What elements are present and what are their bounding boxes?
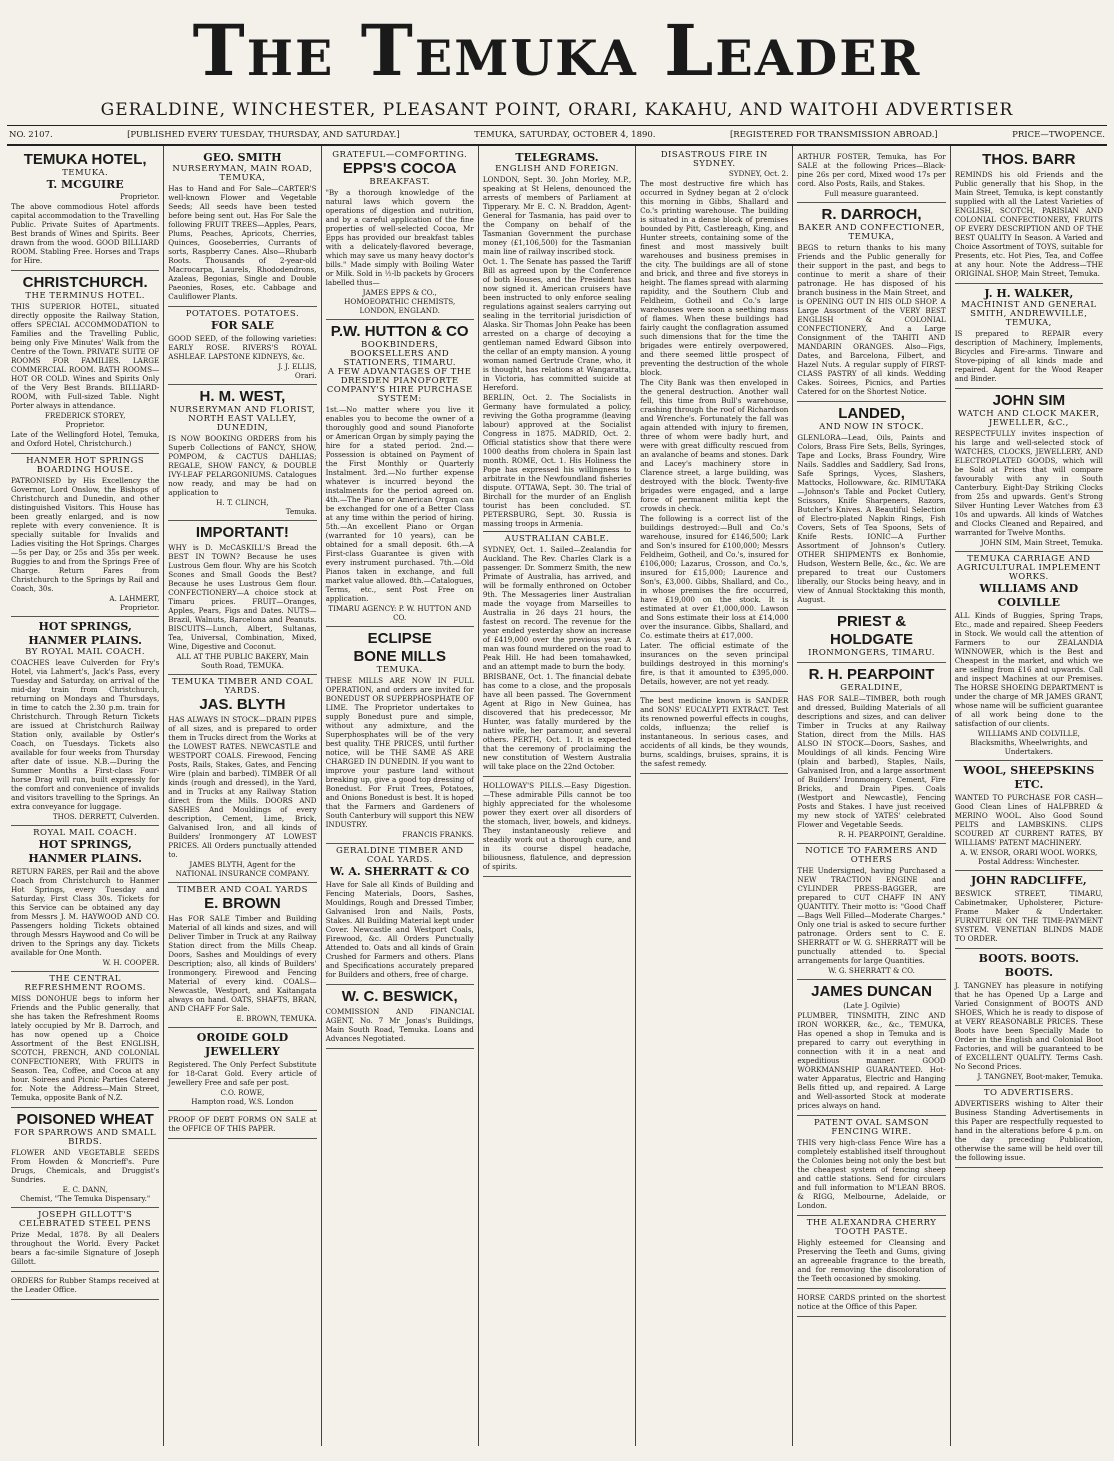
ad-body: J. TANGNEY has pleasure in notifying that he has Opened Up a Large and Varied Consignment of BOOTS AND SHOES, Which he is ready to dispose of at VERY REASONABLE PRICES. These Boots have been Specially Made to Order in the English and Colonial Boot Factories, and will be guaranteed to be of EXCELLENT QUALITY. Terms Cash. No Second Prices. [954,981,1103,1071]
williams-colville-ad [955,552,1103,761]
ad-name: JAS. BLYTH [199,696,286,713]
article-paragraph: The following is a correct list of the buildings destroyed:—Bull and Co.'s warehouse, insured for £146,500; Lark and Son's insured for £100,000; Messrs Feldheim, Gotheil, and Co.'s, insured for £106,000; Lazarus, Crosson, and Co.'s, insured for £15,000; Laurence and Son's, £3,000. Gibbs, Shallard, and Co., in whose premises the fire occurred, have £19,000 on the stock. It is estimated at over £1,000,000. Lawson and Sons estimate their loss at £14,000 over the insurance. Gibbs, Shallard, and Co. estimate theirs at £17,000. [640,514,789,640]
ad-subtitle: MACHINIST AND GENERAL SMITH, ANDREWVILLE, TEMUKA, [961,300,1097,328]
article-paragraph: SYDNEY, Oct. 1. Sailed—Zealandia for Auckland. The Rev. Charles Clark is a passenger. Dr. Sommerz Smith, the new Primate of Australia, has arrived, and will be formally enthroned on October 9th. The Messageries liner Australian made the voyage from Marseilles to Australia in 26 days 21 hours, the fastest on record. The revenue for the year ended yesterday show an increase of £419,000 over the previous year. A man was found murdered on the road to Peak Hill. He had been tomahawked, and an attempt made to burn the body. [482,545,632,671]
ad-name: A. LAHMERT, [109,594,160,603]
ad-body: The above commodious Hotel affords capital accommodation to the Travelling Public. Private Suites of Apartments. Best brands of Wines and Spirits. Beer drawn from the wood. GOOD BILLIARD ROOM. Stabling Free. Horses and Traps for Hire. [11,202,160,265]
thos-barr-ad [955,148,1103,284]
ad-subtitle: WATCH AND CLOCK MAKER, JEWELLER, &C., [958,409,1100,428]
article-title: TELEGRAMS. [515,151,599,164]
proof-of-debt-ad [168,1111,316,1139]
newspaper-title: The Temuka Leader [192,9,922,92]
hanmer-boarding-ad [11,454,159,617]
ad-body: PLUMBER, TINSMITH, ZINC AND IRON WORKER, &c., &c., TEMUKA, Has opened a shop in Temuka and is prepared to carry out everything in connection with it in a neat and expeditious manner. GOOD WORKMANSHIP GUARANTEED. Hot-water Apparatus, Electric and Hanging Bells fitted up, and repaired. A Large and Well-assorted Stock at moderate prices always on hand. [797,1011,946,1110]
ad-body: REMINDS his old Friends and the Public generally that his Shop, in the Main Street, Temuka, is kept constantly supplied with all the Latest Varieties of ENGLISH, SCOTCH, PARISIAN AND COLONIAL CONFECTIONERY, FRUITS OF EVERY DESCRIPTION AND OF THE BEST QUALITY In Season. A Varied and Choice Assortment of TOYS, suitable for Presents, etc. Hot Pies, Tea, and Coffee at any hour. Note the Address—THE ORIGINAL SHOP, Main Street, Temuka. [954,170,1103,278]
article-paragraph: BERLIN, Oct. 2. The Socialists in Germany have formulated a policy, reviving the Gotha programme (leaving labour) approved at the Socialist Congress in 1875. MADRID, Oct. 2. Official statistics show that there were 1000 deaths from cholera in Spain last month. ROME, Oct. 1. His Holiness the Pope has expressed his willingness to arbitrate in the Newfoundland fisheries dispute. OTTAWA, Sept. 30. The trial of Birchall for the murder of an English tourist has been concluded. ST. PETERSBURG, Sept. 30. Russia is massing troops in Armenia. [482,393,632,528]
tooth-paste-ad [797,1216,945,1289]
issue-date: TEMUKA, SATURDAY, OCTOBER 4, 1890. [474,130,656,140]
samson-wire-ad [797,1116,945,1216]
hanmer-coach-ad [11,617,159,826]
article-title-2: AUSTRALIAN CABLE. [504,534,610,544]
ad-body: RESPECTFULLY invites inspection of his large and well-selected stock of WATCHES, CLOCKS, JEWELLERY, AND ELECTROPLATED GOODS, which will be Sold at Prices that will compare favourably with any in South Canterbury. Eight-Day Striking Clocks from 25s and upwards. Gent's Strong Silver Hunting Lever Watches from £3 10s and upwards. All kinds of Watches and Clocks Cleaned and Repaired, and warranted for Twelve Months. [954,429,1103,537]
ad-body: THIS very high-class Fence Wire has a completely established itself throughout the Colonies being not only the best but the cheapest system of fencing sheep and cattle stations. Send for circulars and full information to M'LEAN BROS. & RIGG, Melbourne, Adelaide, or London. [797,1138,946,1210]
columns [7,146,1107,1446]
ad-body: RETURN FARES, per Rail and the above Coach from Christchurch to Hanmer Hot Springs, every Tuesday and Saturday, First Class 30s. Tickets for this Service can be obtained any day from Messrs J. M. HAYWOOD AND CO. Passengers holding Tickets obtained through Messrs Haywood and Co will be driven to the Springs any day. Tickets available for One Month. [11,867,160,957]
ad-title: CHRISTCHURCH. [22,274,148,291]
jas-blyth-ad [168,675,316,883]
gillott-pens-ad [11,1208,159,1272]
ad-body: MISS DONOHUE begs to inform her Friends and the Public generally, that she has taken the Refreshment Rooms lately occupied by Mr B. Darroch, and has now opened up a Choice Assortment of the Best ENGLISH, SCOTCH, FRENCH, AND COLONIAL CONFECTIONERY, With FRUITS in Season. Tea, Coffee, and Cocoa at any hour. Soirees and Picnic Parties Catered for. Note the Address—Main Street, Temuka, opposite Bank of N.Z. [11,994,160,1102]
ad-title: JOSEPH GILLOTT'S CELEBRATED STEEL PENS [19,1210,152,1229]
ad-title: ECLIPSE [367,630,432,647]
arthur-foster-ad [797,148,945,203]
divider [483,531,631,532]
oroide-jewellery-ad [168,1028,316,1111]
ad-body: HORSE CARDS printed on the shortest notice at the Office of this Paper. [797,1293,946,1311]
horse-cards-ad [797,1289,945,1317]
ad-sign: R. H. PEARPOINT, Geraldine. [837,830,946,839]
sherratt-ad [326,844,474,985]
ad-sign: JOHN SIM, Main Street, Temuka. [980,538,1103,547]
ad-title: GERALDINE TIMBER AND COAL YARDS. [336,846,464,865]
ad-body: THESE MILLS ARE NOW IN FULL OPERATION, and orders are invited for BONEDUST OR SUPERPHOSPHATE OF LIME. The Proprietor undertakes to supply Bonedust pure and simple, without any admixture, and the Superphosphates will be of the very best quality. THE PRICES, until further notice, will be THE SAME AS ARE CHARGED IN DUNEDIN. If you want to improve your pasture land without breaking up, give a good top dressing of Bonedust. For Fruit Trees, Potatoes, and Onions Bonedust is best. It is hoped that the Farmers and Gardeners of South Canterbury will support this NEW INDUSTRY. [325,676,474,829]
boots-ad [955,949,1103,1086]
holloways-pills-ad [483,777,631,877]
ad-title: LANDED, [838,405,905,422]
ad-role: Chemist, "The Temuka Dispensary." [20,1194,151,1203]
ad-title: NOTICE TO FARMERS AND OTHERS [805,846,938,865]
ad-name: W. C. BESWICK, [341,988,458,1005]
issue-number: NO. 2107. [9,130,53,140]
ad-title: EPPS'S COCOA [342,160,457,177]
ad-subtitle: TEMUKA. [62,168,109,178]
masthead [7,3,1107,126]
ad-name: E. C. DANN, [62,1185,108,1194]
ad-role: Proprietor. [119,603,160,612]
ad-sign: E. BROWN, TEMUKA. [236,1014,317,1023]
ad-subtitle: BOOKBINDERS, BOOKSELLERS AND STATIONERS, TIMARU. [343,340,456,368]
ad-body: WHY is D. McCASKILL'S Bread the BEST IN TOWN? Because he uses Lustrous Gem flour. Why are his Scotch Scones and Small Goods the Best? Because he uses Lustrous Gem flour. CONFECTIONERY—A choice stock at Timaru prices. FRUIT—Oranges, Apples, Pears, Figs and Dates. NUTS—Brazil, Walnuts, Barcelona and Peanuts. BISCUITS—Lunch, Albert, Sultanas, Tea, Universal, Combination, Mixed, Wine, Digestive and Coconut. [168,543,317,651]
column-7 [951,146,1107,1446]
ad-sign: J. TANGNEY, Boot-maker, Temuka. [977,1072,1103,1081]
ad-address: ALL AT THE PUBLIC BAKERY, Main South Road, TEMUKA. [176,652,309,670]
ad-body: HAS ALWAYS IN STOCK—DRAIN PIPES of all sizes, and is prepared to order them in Trucks direct from the Works at the LOWEST RATES. NEWCASTLE and WESTPORT COALS. Firewood, Fencing Posts, Rails, Stakes, Gates, and Fencing Wire (plain and barbed). TIMBER Of all kinds (rough and dressed), in the Yard, and in Trucks at any Railway Station direct from the Mills. DOORS AND SASHES And Mouldings of every description, Cement, Lime, Brick, Galvanised Iron, and all kinds of Builders' Ironmongery AT LOWEST PRICES. All Orders punctually attended to. [168,715,317,859]
ad-subtitle: BY ROYAL MAIL COACH. [25,647,146,657]
eclipse-bone-mills-ad [326,627,474,844]
eucalypti-ad [640,692,788,774]
ad-body: COACHES leave Culverden for Fry's Hotel, via Lahmert's, Jack's Pass, every Tuesday and Saturday, on arrival of the mid-day train from Christchurch, returning on Mondays and Thursdays, in time to catch the 2.30 p.m. train for Christchurch. Through Return Tickets are issued at Christchurch Railway Station only, available by Ostler's Coach, on Tuesdays. Tickets also available for four weeks from Thursday after date of issue. N.B.—During the Summer Months a First-class Four-horse Drag will run, built expressly for the comfort and convenience of invalids and visitors travelling to the Springs. An extra conveyance for luggage. [11,658,160,811]
ad-kicker: GRATEFUL—COMFORTING. [332,150,468,160]
ad-title: JOHN RADCLIFFE, [970,874,1087,887]
ad-name: C.O. ROWE, [220,1088,265,1097]
ad-name: FRANCIS FRANKS. [402,830,474,839]
publication-schedule: [PUBLISHED EVERY TUESDAY, THURSDAY, AND SATURDAY.] [127,130,400,140]
pearpoint-ad [797,663,945,844]
ad-body: IS prepared to REPAIR every description of Machinery, Implements, Bicycles and Fire-arms. Tinware and Stove-piping of all kinds made and repaired. Agent for the Wood Reaper and Binder. [954,329,1103,383]
ad-title: POTATOES. POTATOES. [185,309,300,319]
darroch-ad [797,203,945,402]
article-paragraph: The most destructive fire which has occurred in Sydney began at 2 o'clock this morning in Gibbs, Shallard and Co.'s printing warehouse. The building is situated in a dense block of premises bounded by Pitt, Castlereagh, King, and Hunter streets, containing some of the finest and most massively built warehouses and business premises in the city. The buildings are all of stone and brick, and three and five storeys in height. The flames spread with alarming rapidity, and the Southern Club and Feldheim, Gotheil and Co.'s large warehouses were soon a seething mass of flames. When these buildings had fairly caught the conflagration assumed such dimensions that for the time the brigades were entirely overpowered, and there seemed little prospect of preventing the destruction of the whole block. [640,179,789,377]
ad-title: TEMUKA CARRIAGE AND AGRICULTURAL IMPLEMENT WORKS. [956,554,1101,582]
ad-body: ORDERS for Rubber Stamps received at the Leader Office. [11,1276,160,1294]
ad-subtitle: TEMUKA. [376,665,423,675]
ad-subtitle: BREAKFAST. [369,177,430,187]
ad-name: THOS. DERRETT, Culverden. [52,812,160,821]
telegrams-article [483,148,631,777]
ad-title: R. H. PEARPOINT [808,666,935,683]
article-paragraph: BRISBANE, Oct. 1. The financial debate has come to a close, and the proposals have all been passed. The Government Agent at Rigo in New Guinea, has discovered that his predecessor, Mr Hunter, was fatally murdered by the native wife, her paramour, and several others. PERTH, Oct. 1. It is expected that the ceremony of proclaiming the new constitution of Western Australia will take place on the 22nd October. [482,672,632,771]
royal-mail-coach-ad [11,826,159,972]
ad-title: R. DARROCH, [821,206,922,223]
beswick-ad [326,985,474,1049]
ad-title: GEO. SMITH [203,151,282,164]
ad-body: THIS SUPERIOR HOTEL, situated directly opposite the Railway Station, offers SPECIAL ACCOMMODATION to Families and the Travelling Public, being only Five Minutes' Walk from the Centre of the Town. PRIVATE SUITE OF ROOMS FOR FAMILIES. LARGE COMMERCIAL ROOM. BATH ROOMS—HOT OR COLD. Wines and Spirits Only of the Very Best Brands. BILLIARD-ROOM, with Full-sized Table. Night Porter always in attendance. [11,302,160,410]
ad-name: JAMES EPPS & CO., [362,288,437,297]
column-4 [479,146,636,1446]
refreshment-rooms-ad [11,972,159,1108]
article-dateline: SYDNEY, Oct. 2. [728,169,789,178]
ad-title: TEMUKA HOTEL, [23,151,147,168]
ad-body: GOOD SEED, of the following varieties: EARLY ROSE. RIVERS'S ROYAL ASHLEAF. LAPSTONE KIDNEYS, &c. [168,334,317,361]
dateline [7,126,1107,146]
ad-subtitle: NURSERYMAN, MAIN ROAD, TEMUKA, [172,164,313,183]
ad-role: Proprietor. [119,192,160,201]
ad-role: Temuka. [285,507,317,516]
ad-title: P.W. HUTTON & CO [330,323,469,340]
to-advertisers-notice [955,1086,1103,1168]
ad-title: J. H. WALKER, [984,287,1074,300]
ad-name: E. BROWN [204,895,281,912]
farmers-notice-ad [797,844,945,980]
ad-body: 1st.—No matter where you live it enables you to become the owner of a thoroughly good and sound Pianoforte or American Organ by simply paying the hire for a stated period. 2nd.—Possession is obtained on Payment of the First Monthly or Quarterly Instalment. 3rd.—No further expense whatever is incurred beyond the instalments for the period agreed on. 4th.—The Piano or American Organ can be exchanged for one of a Better Class at any time within the period of hiring. 5th.—An excellent Piano or Organ (warranted for 10 years), can be obtained for a small deposit. 6th.—A First-class Guarantee is given with every instrument purchased. 7th.—Old Pianos taken in exchange, and full market value allowed. 8th.—Catalogues, Terms, etc., sent Post Free on application. [325,405,474,603]
ad-title: THOS. BARR [982,151,1076,168]
priest-holdgate-ad [797,610,945,663]
ad-subtitle: IRONMONGERS, TIMARU. [808,648,936,658]
registration-note: [REGISTERED FOR TRANSMISSION ABROAD.] [729,130,938,140]
ad-subtitle: BAKER AND CONFECTIONER, TEMUKA, [798,223,945,242]
ad-body: IS NOW BOOKING ORDERS from his Superb Collections of FANCY, SHOW, POMPOM, & CACTUS DAHLIAS; REGALE, SHOW FANCY, & DOUBLE IVY-LEAF PELARGONIUMS. Catalogues now ready, and may be had on application to [168,434,317,497]
ad-title: HOT SPRINGS, HANMER PLAINS. [28,620,142,647]
ad-body: PATRONISED by His Excellency the Governor, Lord Onslow, the Bishops of Christchurch and Dunedin, and other distinguished Visitors. This House has been greatly enlarged, and is now replete with every convenience. It is specially suitable for Invalids and Ladies visiting the Hot Springs. Charges—5s per Day, or 25s and 35s per week. Buggies to and from the Springs Free of Charge. Return Fares from Christchurch to the Springs by Rail and Coach, 30s. [11,476,160,593]
wool-sheepskins-ad [955,761,1103,871]
ad-title: PATENT OVAL SAMSON FENCING WIRE. [814,1118,930,1137]
hutton-ad [326,320,474,627]
ad-role: Proprietor. [65,420,105,429]
ad-subtitle: HOT SPRINGS, HANMER PLAINS. [28,838,142,865]
article-title: DISASTROUS FIRE IN SYDNEY. [660,150,768,169]
ad-title: HANMER HOT SPRINGS BOARDING HOUSE. [26,456,145,475]
ad-subtitle: FOR SALE [210,319,274,332]
ad-body: Registered. The Only Perfect Substitute for 18-Carat Gold. Every article of Jewellery Free and safe per post. [168,1060,317,1087]
important-ad [168,521,316,675]
landed-ad [797,402,945,610]
ad-name: FREDERICK STOREY, [44,411,126,420]
rubber-stamps-ad [11,1272,159,1300]
terminus-hotel-ad [11,271,159,454]
temuka-hotel-ad [11,148,159,271]
ad-heading: A FEW ADVANTAGES OF THE DRESDEN PIANOFORTE COMPANY'S HIRE PURCHASE SYSTEM: [326,367,473,404]
ad-title: TO ADVERTISERS. [983,1088,1074,1098]
ad-subtitle: GERALDINE, [840,683,903,693]
ad-body: Have for Sale all Kinds of Building and Fencing Materials, Doors, Sashes, Mouldings, Rough and Dressed Timber, Galvanised Iron and Nails, Posts, Stakes. All Building Material kept under Cover. Newcastle and Westport Coals, Firewood, &c. All Orders Punctually Attended to. Oats and all kinds of Grain Crushed for Farmers and others. Plans and Specifications accurately prepared for Builders and others, free of charge. [325,880,474,979]
ad-role: HOMOEOPATHIC CHEMISTS, LONDON, ENGLAND. [344,297,456,315]
ad-title-2: BONE MILLS [353,648,446,665]
ad-body: HAS FOR SALE—TIMBER, both rough and dressed, Building Materials of all descriptions and sizes, and can deliver Timber in Trucks at any Railway Station, direct from the Mills. HAS ALSO IN STOCK—Doors, Sashes, and Mouldings of all kinds. Fencing Wire (plain and barbed), Staples, Nails, Galvanised Iron, and a large assortment of Builders' Ironmongery. Cement, Fire Bricks, and Drain Pipes. Coals (Westport and Newcastle), Fencing Posts and Stakes. I have just received my new stock of YATES' celebrated Flower and Vegetable Seeds. [797,694,946,829]
john-sim-ad [955,389,1103,552]
e-brown-ad [168,883,316,1028]
article-paragraph: Oct. 1. The Senate has passed the Tariff Bill as agreed upon by the Conference of both Houses, and the President has now signed it. American cruisers have been instructed to only enforce sealing regulations against sealers carrying out sealing in the territorial jurisdiction of Alaska. Sir Thomas John Peake has been arrested on a charge of decoying a gentleman named Edward Gibson into the cellar of an empty mansion. A young woman named Gertrude Crane, who, it is thought, has relations at Wangaratta, in Victoria, has committed suicide at Hereford. [482,257,632,392]
ad-name: WILLIAMS AND COLVILLE [979,582,1079,609]
ad-sign: TIMARU AGENCY: P. W. HUTTON AND CO. [328,604,472,622]
ad-body: Highly esteemed for Cleansing and Preserving the Teeth and Gums, giving an agreeable fragrance to the breath, and for removing the discoloration of the Teeth occasioned by smoking. [797,1238,946,1283]
ad-body: Has to Hand and For Sale—CARTER'S well-known Flower and Vegetable Seeds; All seeds have been tested before being sent out. Has For Sale the following FRUIT TREES—Apples, Pears, Plums, Peaches, Apricots, Cherries, Quinces, Gooseberries, Currants of sorts, Raspberry Canes. Also—Rhubarb Roots. Thousands of 2-year-old Macrocarpa, Laurels, Rhododendrons, Azaleas, Begonias, Single and Double Paeonies, Roses, etc. Cabbage and Cauliflower Plants. [168,184,317,301]
john-radcliffe-ad [955,871,1103,949]
ad-title: BOOTS. BOOTS. BOOTS. [978,952,1079,979]
ad-body: BESWICK STREET, TIMARU, Cabinetmaker, Upholsterer, Picture-Frame Maker & Undertaker. FURNITURE ON THE TIME-PAYMENT SYSTEM. VENETIAN BLINDS MADE TO ORDER. [954,889,1103,943]
article-paragraph: Later. The official estimate of the insurances on the seven principal buildings destroyed in this morning's fire, is that it amounted to £395,000. Details, however, are not yet ready. [640,641,789,686]
price: PRICE—TWOPENCE. [1012,130,1105,140]
james-duncan-ad [797,980,945,1116]
ad-title: H. M. WEST, [199,388,286,405]
ad-body: HOLLOWAY'S PILLS.—Easy Digestion.—These admirable Pills cannot be too highly appreciated for the wholesome power they exert over all disorders of the stomach, liver, bowels, and kidneys. They instantaneously relieve and steadily work out a thorough cure, and in its course dispel headache, biliousness, flatulence, and depression of spirits. [482,781,632,871]
ad-title: ROYAL MAIL COACH. [33,828,138,838]
ad-body: The best medicine known is SANDER and SONS' EUCALYPTI EXTRACT. Test its renowned powerful effects in coughs, colds, influenza; the relief is instantaneous. In serious cases, and accidents of all kinds, be they wounds, burns, scaldings, bruises, sprains, it is the safest remedy. [640,696,789,768]
ad-title: WOOL, SHEEPSKINS ETC. [963,764,1095,791]
ad-body: ARTHUR FOSTER, Temuka, has For SALE at the following Prices—Black-pine 26s per cord, Mixed wood 17s per cord. Also Posts, Rails, and Stakes. [797,152,946,188]
ad-subtitle: FOR SPARROWS AND SMALL BIRDS. [14,1128,157,1147]
ad-title: OROIDE GOLD JEWELLERY [196,1031,289,1058]
ad-sign: JAMES BLYTH, Agent for the NATIONAL INSURANCE COMPANY. [175,860,310,878]
hm-west-ad [168,385,316,521]
ad-title: JOHN SIM [992,392,1066,409]
ad-title: TIMBER AND COAL YARDS [176,885,308,895]
sydney-fire-article [640,148,788,692]
column-5 [636,146,793,1446]
ad-title: PRIEST & HOLDGATE [830,613,914,648]
ad-title: POISONED WHEAT [16,1111,154,1128]
ad-sign: A. W. ENSOR, ORARI WOOL WORKS, Postal Address: Winchester. [960,848,1098,866]
ad-subtitle: THE TERMINUS HOTEL. [25,291,145,301]
ad-name: W. H. COOPER. [102,958,160,967]
ad-body: GLENLORA—Lead, Oils, Paints and Colors, Brass Fire Sets, Bells, Syringes, Tape and Locks, Brass Foundry, Wire Nails. Saddles and Saddlery, Sad Irons, Safe Springs, Vyces, Slashers, Mattocks, Hollowware, &c. RIMUTAKA—Johnson's Table and Pocket Cutlery, Scissors, Knife Sharpeners, Razors, Butcher's Knives. A Beautiful Selection of Electro-plated Napkin Rings, Fish Covers, Sets of Tea Spoons, Sets of Knife Rests. IONIC—A Further Assortment of Johnson's Cutlery. OTHER SHIPMENTS ex Bonhomie, Hudson, Western Belle, &c., &c. We are prepared to treat our Customers liberally, our Stocks being heavy, and in view of Annual Stocktaking this month, August. [797,433,946,604]
ad-body: BEGS to return thanks to his many Friends and the Public generally for their support in the past, and begs to continue to merit a share of their patronage. He has disposed of his branch business in the Main Street, and is OPENING OUT IN HIS OLD SHOP. A Large Assortment of the VERY BEST ENGLISH & COLONIAL CONFECTIONERY, And a Large Consignment of the TAHITI AND MANDARIN ORANGES. Also—Figs, Dates, and Barcelona, Filbert, and Hazel Nuts. A regular supply of FIRST-CLASS PASTRY of all kinds. Wedding Cakes. Soirees, Picnics, and Parties Catered for on the Shortest Notice. [797,243,946,396]
ad-title: JAMES DUNCAN [811,983,932,1000]
column-1 [7,146,164,1446]
ad-role: Orari. [294,371,317,380]
column-6 [793,146,950,1446]
poisoned-wheat-ad [11,1108,159,1208]
ad-sign: W. G. SHERRATT & CO. [828,966,915,975]
potatoes-ad [168,307,316,385]
ad-body: FLOWER AND VEGETABLE SEEDS From Howden & Moncrieff's. Pure Drugs, Chemicals, and Druggist's Sundries. [11,1148,160,1184]
ad-body: Prize Medal, 1878. By all Dealers throughout the World. Every Packet bears a fac-simile Signature of Joseph Gillott. [11,1230,160,1266]
ad-body: COMMISSION AND FINANCIAL AGENT, No. 7 Mr Jonas's Buildings, Main South Road, Temuka. Loans and Advances Negotiated. [325,1007,474,1043]
ad-title: THE ALEXANDRA CHERRY TOOTH PASTE. [806,1218,937,1237]
ad-sign: WILLIAMS AND COLVILLE, Blacksmiths, Wheelwrights, and Undertakers. [970,729,1088,756]
ad-body: PROOF OF DEBT FORMS ON SALE at the OFFICE OF THIS PAPER. [168,1115,317,1133]
ad-subtitle: AND NOW IN STOCK. [819,422,925,432]
ad-name: W. A. SHERRATT & CO [330,865,470,878]
ad-title: TEMUKA TIMBER AND COAL YARDS. [171,677,314,696]
article-paragraph: LONDON, Sept. 30. John Morley, M.P., speaking at St Helens, denounced the arrests of members of Parliament at Tipperary. Mr E. C. N. Braddon, Agent-General for Tasmania, has paid over to the Company on behalf of the Tasmanian Government the purchase money (£1,106,500) for the Tasmanian main line of railway inscribed stock. [482,175,632,256]
geo-smith-ad [168,148,316,307]
article-subtitle: ENGLISH AND FOREIGN. [495,164,619,174]
jh-walker-ad [955,284,1103,389]
ad-body: WANTED TO PURCHASE FOR CASH—Good Clean Lines of HALFBRED & MERINO WOOL. Also Good Sound PELTS and LAMBSKINS. CLIPS SCOURED AT CURRENT RATES, BY WILLIAMS' PATENT MACHINERY. [954,793,1103,847]
ad-body: ALL Kinds of Buggies, Spring Traps, Etc., made and repaired. Sheep Feeders in Stock. We would call the attention of Farmers to our ZEALANDIA WINNOWER, which is the Best and Cheapest in the market, and which we are selling from £16 and upwards. Call and inspect Machines at our Premises. The HORSE SHOEING DEPARTMENT is under the charge of MR JAMES GRANT, whose name will be sufficient guarantee of all work being done to the satisfaction of our clients. [954,611,1103,728]
ad-note: Late of the Wellingford Hotel, Temuka, and Oxford Hotel, Christchurch.) [11,430,160,448]
ad-body: ADVERTISERS wishing to Alter their Business Standing Advertisements in this Paper are respectfully requested to hand in the alterations before 4 p.m. on the day preceding Publication, otherwise the same will be held over till the following issue. [954,1099,1103,1162]
ad-subtitle: NURSERYMAN AND FLORIST, NORTH EAST VALLEY, DUNEDIN, [169,405,316,433]
epps-cocoa-ad [326,148,474,320]
ad-note: Full measure guaranteed. [824,189,919,198]
ad-name: J. J. ELLIS, [278,362,317,371]
ad-body: "By a thorough knowledge of the natural laws which govern the operations of digestion and nutrition, and by a careful application of the fine properties of well-selected Cocoa, Mr Epps has provided our breakfast tables with a delicately-flavored beverage, which may save us many heavy doctor's bills." Made simply with Boiling Water or Milk. Sold in ½-lb packets by Grocers labelled thus— [325,188,474,287]
ad-subtitle: (Late J. Ogilvie) [843,1001,900,1010]
column-3 [322,146,479,1446]
ad-name: T. MCGUIRE [46,178,124,191]
ad-body: Has FOR SALE Timber and Building Material of all kinds and sizes, and will Deliver Timber in Truck at any Railway Station direct from the Mills Cheap. Doors, Sashes and Mouldings of every Description; also, all kinds of Builders' Ironmongery. Firewood and Fencing Material of every kind. COALS—Newcastle, Westport, and Kaitangata always on hand. OATS, SHAFTS, BRAN, AND CHAFF For Sale. [168,914,317,1013]
article-paragraph: The City Bank was then enveloped in the general destruction. Another wall fell, this time from Bull's warehouse, crashing through the roof of Richardson and Wrenche's. Fortunately the fall was again attended with injury to firemen, three of whom were badly hurt, and were with great difficulty rescued from an avalanche of beams and stones. Dark and Lacey's machinery store in Clarence street, a large building, was destroyed with the block. Twenty-five brigades were engaged, and a large force of permanent militia kept the crowds in check. [640,378,789,513]
ad-body: THE Undersigned, having Purchased a NEW TRACTION ENGINE and CYLINDER PRESS-BAGGER, are prepared to CUT CHAFF IN ANY QUANTITY. Their motto is: "Good Chaff—Bags Well Filled—Moderate Charges." Only one trial is asked to secure further patronage. Orders sent to C. E. SHERRATT or W. G. SHERRATT will be punctually attended to. Special arrangements for large Quantities. [797,866,946,965]
ad-title: IMPORTANT! [195,524,289,541]
ad-role: Hampton road, W.S. London [191,1097,294,1106]
ad-title: THE CENTRAL REFRESHMENT ROOMS. [24,974,146,993]
newspaper-subtitle: GERALDINE, WINCHESTER, PLEASANT POINT, ORARI, KAKAHU, AND WAITOHI ADVERTISER [100,100,1014,120]
newspaper-page [7,3,1107,1455]
ad-name: H. T. CLINCH, [216,498,269,507]
column-2 [164,146,321,1446]
